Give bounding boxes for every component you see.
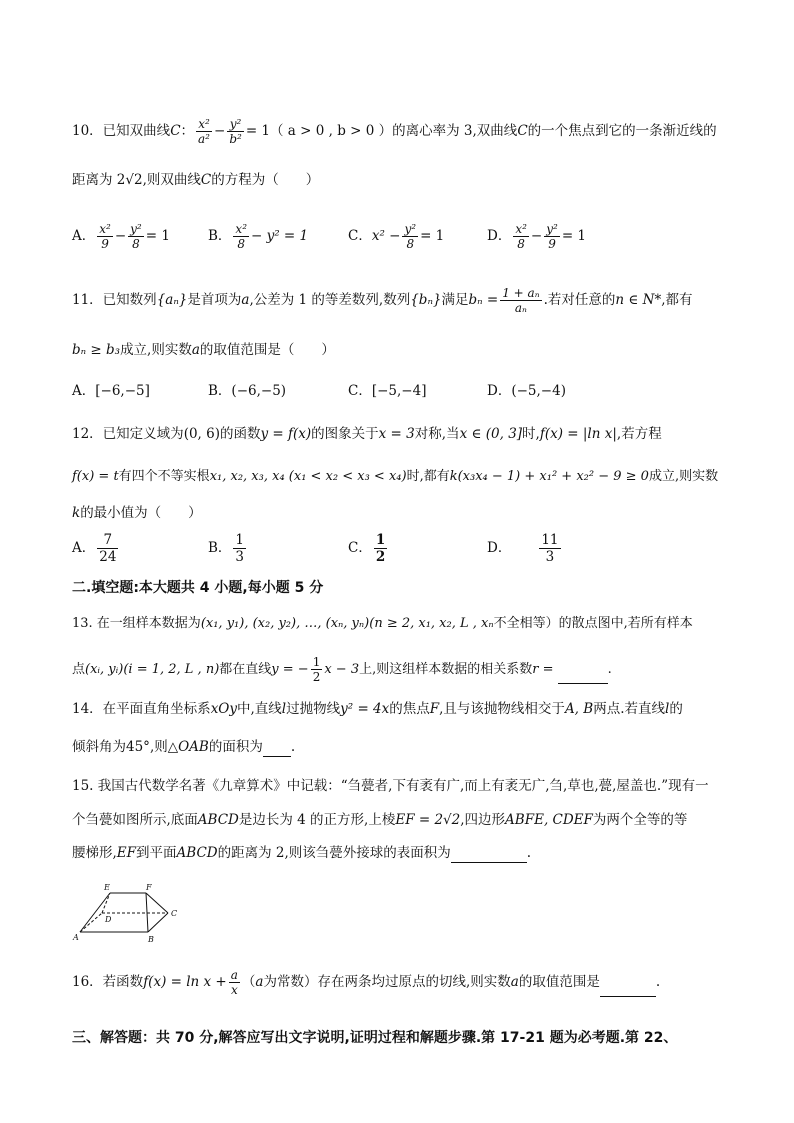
q14-text-f: 两点.若直线 (593, 701, 665, 717)
q12-domain: (0, 6) (183, 426, 220, 442)
q14-parabola: y² = 4x (340, 701, 390, 717)
q12-text-b: 的函数 (219, 426, 261, 442)
q14-sys: xOy (210, 701, 237, 717)
q14-angle: 45° (126, 739, 150, 755)
q13-data: (x₁, y₁), (x₂, y₂), …, (xₙ, yₙ)(n ≥ 2, x₁, x₂, L , xₙ (200, 616, 494, 631)
q14-text-e: ,且与该抛物线相交于 (439, 701, 565, 717)
bn-frac: $\frac{\text{1 + aₙ}}{\text{aₙ}}$ (502, 286, 540, 315)
q11-option-d (487, 381, 566, 401)
q14-text-2c: 的面积为 (208, 739, 263, 755)
q12-text-e: 时, (522, 426, 540, 442)
q15-line2 (72, 810, 687, 830)
frac: $\frac{\text{x²}}{8}$ (235, 222, 247, 251)
q14-text-2b: ,则 (149, 739, 168, 755)
var-f: F (429, 701, 440, 717)
q12-text-2c: 成立,则实数 (648, 469, 719, 484)
var-a: a (241, 292, 250, 308)
q15-end: . (526, 845, 532, 861)
q13-line2 (72, 655, 612, 684)
q10-cond: （ a > 0 , b > 0 ） (270, 123, 393, 139)
q12-text-2a: 有四个不等实根 (118, 469, 210, 484)
q16-text-a: 16．若函数 (72, 974, 144, 990)
q13-text-a: 13. 在一组样本数据为 (72, 616, 201, 631)
q15-text-2c: ,四边形 (460, 812, 506, 828)
answer-blank (451, 848, 527, 863)
section2-heading: 二.填空题:本大题共 4 小题,每小题 5 分 (72, 580, 324, 596)
label-a: A (73, 933, 79, 942)
rhs: = 1 (561, 228, 587, 244)
option-value: [−6,−5] (95, 383, 150, 399)
option-label: D． (487, 228, 512, 244)
q11-text-2a: 成立,则实数 (120, 342, 192, 358)
q15-line3 (72, 843, 531, 863)
q11-text-f: ,都有 (661, 292, 693, 308)
seq-a: {aₙ} (156, 292, 188, 308)
q12-text-a: 12．已知定义域为 (72, 426, 184, 442)
q12-cond: x ∈ (0, 3] (459, 426, 523, 442)
option-value: [−5,−4] (371, 383, 427, 399)
q12-text-2b: 时,都有 (406, 469, 450, 484)
q12-text-f: ,若方程 (616, 426, 662, 442)
q16-text-b: （ (241, 974, 256, 990)
q12-text-3a: 的最小值为（ ） (80, 505, 202, 521)
q13-text-b: 不全相等）的散点图中,若所有样本 (493, 616, 693, 631)
option-value: (−6,−5) (231, 383, 287, 399)
q10-line1: 10．已知双曲线C： $\frac{\text{x²}}{\text{a²}}$ − $\frac{\text{y²}}{\text{b²}}$ = 1（ a > 0 , b > 0 ）的离心率为 3,双曲线C的一个焦点到它的一条渐近线的 (72, 117, 717, 146)
q10-text-2c: 的方程为（ ） (211, 172, 320, 188)
q14-text-c: 过抛物线 (286, 701, 341, 717)
q10-text: 10．已知双曲线 (72, 123, 171, 139)
q15-ef: EF (116, 845, 137, 861)
q15-text-3c: 的距离为 2,则该刍甍外接球的表面积为 (217, 845, 451, 861)
q14-text-g: 的 (669, 701, 683, 717)
option-label: B． (208, 383, 232, 399)
q13-text-2b: 都在直线 (219, 662, 272, 677)
q12-text-d: 对称,当 (414, 426, 460, 442)
q12-option-b (208, 532, 248, 565)
q12-line2 (72, 467, 718, 487)
q10-text-2b: ,则双曲线 (142, 172, 201, 188)
q15-text-2a: 个刍甍如图所示,底面 (72, 812, 198, 828)
bn-lhs: bₙ = (468, 292, 499, 308)
q15-ef-eq: EF = 2√2 (395, 812, 461, 828)
frac: $\frac{1}{3}$ (235, 532, 245, 565)
rhs: = 1 (145, 228, 170, 244)
option-label: C． (348, 383, 372, 399)
q14-line1 (72, 699, 683, 719)
q10-option-c (348, 222, 444, 251)
label-b: B (148, 935, 154, 944)
q10-frac-y: $\frac{\text{y²}}{\text{b²}}$ (229, 117, 242, 146)
rhs: = 1 (420, 228, 445, 244)
q16-end: . (655, 974, 661, 990)
edge-ad (80, 913, 102, 932)
q15-text-2d: 为两个全等的等 (592, 812, 688, 828)
var-a: a (510, 974, 519, 990)
q14-text-b: 中,直线 (237, 701, 282, 717)
q13-points: (xᵢ, yᵢ)(i = 1, 2, L , n) (85, 662, 220, 677)
q16-frac: $\frac{a}{x}$ (230, 968, 238, 997)
var-k: k (72, 505, 81, 521)
q16-func: f(x) = ln x + (143, 974, 227, 990)
q10-text-c: 的一个焦点到它的一条渐近线的 (527, 123, 717, 139)
option-value: (−5,−4) (511, 383, 566, 399)
q10-dist: 2√2 (116, 172, 143, 188)
q11-option-b (208, 381, 286, 401)
q11-text-e: .若对任意的 (543, 292, 616, 308)
q10-text-b: 的离心率为 3,双曲线 (392, 123, 518, 139)
option-label: B． (208, 228, 232, 244)
var-l: l (665, 701, 670, 717)
var-a: a (191, 342, 200, 358)
q12-sym: x = 3 (378, 426, 415, 442)
q12-option-d (487, 532, 563, 565)
q12-func: y = f(x) (260, 426, 312, 442)
q13-frac: $\frac{1}{2}$ (312, 655, 321, 684)
option-label: C． (348, 540, 372, 556)
var-a: a (255, 974, 264, 990)
q16-text-d: 的取值范围是 (518, 974, 600, 990)
answer-blank (263, 742, 291, 757)
q15-text-3a: 腰梯形, (72, 845, 117, 861)
q14-end: . (290, 739, 296, 755)
q14-line2 (72, 737, 295, 757)
q14-text-2a: 倾斜角为 (72, 739, 126, 755)
q14-text-a: 14．在平面直角坐标系 (72, 701, 211, 717)
q12-option-a (72, 532, 120, 565)
n-in: n ∈ N* (615, 292, 662, 308)
frac: $\frac{\text{y²}}{9}$ (546, 222, 558, 251)
q11-text-d: 满足 (441, 292, 469, 308)
q14-text-d: 的焦点 (389, 701, 430, 717)
q11-text-b: 是首项为 (187, 292, 242, 308)
q12-roots: x₁, x₂, x₃, x₄ (x₁ < x₂ < x₃ < x₄) (209, 469, 407, 484)
q13-r: r = (532, 662, 554, 677)
q10-option-d: D． $\frac{\text{x²}}{8}$ − $\frac{\text{y²}}{9}$ = 1 (487, 222, 587, 251)
q15-line1: 15. 我国古代数学名著《九章算术》中记载：“刍甍者,下有袤有广,而上有袤无广,刍,草也,甍,屋盖也.”现有一 (72, 778, 709, 794)
q10-text-2a: 距离为 (72, 172, 113, 188)
option-label: D． (487, 383, 512, 399)
q11-option-a (72, 381, 150, 401)
q11-text-a: 11．已知数列 (72, 292, 157, 308)
q12-def: f(x) = |ln x| (539, 426, 617, 442)
q16-text-c: 为常数）存在两条均过原点的切线,则实数 (263, 974, 511, 990)
q10-eq-rhs: = 1 (245, 123, 271, 139)
option-label: D． (487, 540, 512, 556)
q12-option-c (348, 532, 389, 565)
q13-end: . (607, 662, 612, 677)
edge-fc (146, 893, 168, 913)
q12-text-c: 的图象关于 (311, 426, 379, 442)
q15-figure (70, 880, 190, 946)
q11-text-2b: 的取值范围是（ ） (199, 342, 335, 358)
q11-line2 (72, 340, 335, 360)
edge-de (102, 893, 110, 913)
q12-eq: f(x) = t (72, 469, 119, 484)
label-f: F (146, 883, 152, 892)
q10-option-b (208, 222, 308, 251)
answer-blank (600, 982, 656, 997)
head: x² − (371, 228, 401, 244)
label-c: C (171, 909, 178, 918)
tail: − y² = 1 (251, 228, 309, 244)
q15-abcd: ABCD (176, 845, 218, 861)
option-label: A． (72, 540, 96, 556)
edge-ae (80, 893, 110, 932)
var-c: C (170, 123, 181, 139)
q12-line3 (72, 503, 202, 523)
q12-ineq: k(x₃x₄ − 1) + x₁² + x₂² − 9 ≥ 0 (449, 469, 649, 484)
q15-text-2b: 是边长为 4 的正方形,上棱 (238, 812, 396, 828)
seq-b: {bₙ} (410, 292, 442, 308)
q15-text-3b: 到平面 (136, 845, 177, 861)
option-label: B． (208, 540, 232, 556)
frac: $\frac{11}{3}$ (541, 532, 559, 565)
option-label: A． (72, 228, 96, 244)
q12-line1 (72, 424, 662, 444)
q11-option-c (348, 381, 426, 401)
q10-frac-x: $\frac{\text{x²}}{\text{a²}}$ (198, 117, 210, 146)
frac: $\frac{\text{y²}}{8}$ (130, 222, 142, 251)
q13-eq-a: y = − (271, 662, 309, 677)
q14-triangle: △OAB (167, 739, 209, 755)
q11-line1 (72, 286, 693, 315)
section3-heading: 三、解答题：共 70 分,解答应写出文字说明,证明过程和解题步骤.第 17-21 题为必考题.第 22、 (72, 1030, 678, 1046)
q11-text-c: ,公差为 1 的等差数列,数列 (249, 292, 411, 308)
var-c: C (517, 123, 528, 139)
option-label: A． (72, 383, 96, 399)
q15-abcd: ABCD (197, 812, 239, 828)
q13-eq-b: x − 3 (324, 662, 360, 677)
frac: $\frac{7}{24}$ (99, 532, 117, 565)
q10-line2 (72, 170, 319, 190)
var-l: l (281, 701, 287, 717)
label-e: E (104, 883, 110, 892)
q16-line1 (72, 968, 660, 997)
q15-quads: ABFE, CDEF (505, 812, 593, 828)
q13-text-2a: 点 (72, 662, 86, 677)
frac: $\frac{\text{x²}}{9}$ (99, 222, 111, 251)
q10-option-a: A． $\frac{\text{x²}}{9}$ − $\frac{\text{y²}}{8}$ = 1 (72, 222, 170, 251)
answer-blank (558, 669, 608, 684)
label-d: D (105, 915, 112, 924)
q14-ab: A, B (564, 701, 594, 717)
edge-bc (148, 913, 168, 932)
frac: $\frac{1}{2}$ (375, 532, 386, 565)
q13-line1 (72, 614, 693, 634)
option-label: C． (348, 228, 372, 244)
q13-text-2c: 上,则这组样本数据的相关系数 (359, 662, 533, 677)
var-c: C (200, 172, 212, 188)
frac: $\frac{\text{x²}}{8}$ (515, 222, 527, 251)
frac: $\frac{\text{y²}}{8}$ (404, 222, 417, 251)
q11-ineq: bₙ ≥ b₃ (72, 342, 121, 358)
